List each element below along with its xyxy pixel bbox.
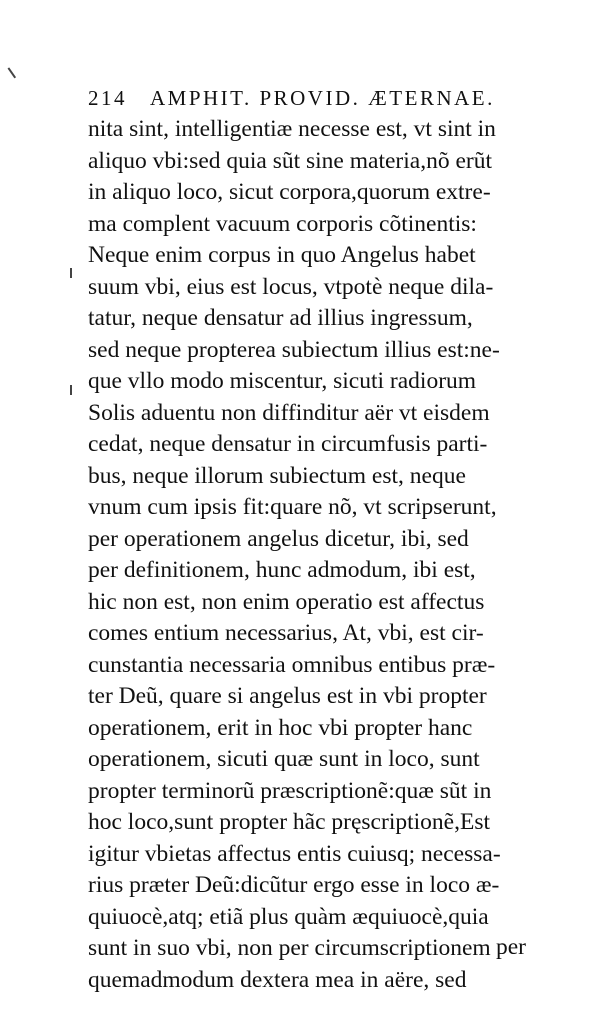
text-line: que vllo modo miscentur, sicuti radiorum [88,368,477,394]
margin-mark [8,67,16,78]
text-line: operationem, erit in hoc vbi propter hanc [88,714,473,741]
text-line: operationem, sicuti quæ sunt in loco, sunt [88,746,480,772]
page-number: 214 [88,86,127,110]
text-line: rius præter Deũ:dicũtur ergo esse in loco æ- [88,872,500,898]
text-line: ter Deũ, quare si angelus est in vbi propter [88,683,487,709]
text-line: tatur, neque densatur ad illius ingressum, [88,305,473,331]
text-line: per operationem angelus dicetur, ibi, sed [88,525,469,552]
text-line: Solis aduentu non diffinditur aër vt eisdem [88,399,490,426]
text-line: in aliquo loco, sicut corpora,quorum extre- [88,179,491,205]
body-text [88,114,538,996]
text-line: suum vbi, eius est locus, vtpotè neque dila- [88,273,494,300]
text-line: quemadmodum dextera mea in aëre, sed [88,966,467,993]
text-line: comes entium necessarius, At, vbi, est cir- [88,620,484,646]
text-line: cunstantia necessaria omnibus entibus præ- [88,651,496,678]
text-line: nita sint, intelligentiæ necesse est, vt sint in [88,116,496,142]
text-line: ma complent vacuum corporis cõtinentis: [88,210,477,237]
text-line: per definitionem, hunc admodum, ibi est, [88,557,476,583]
running-head: AMPHIT. PROVID. ÆTERNAE. [150,86,495,110]
text-line: quiuocè,atq; etiã plus quàm æquiuocè,quia [88,903,489,930]
text-line: vnum cum ipsis fit:quare nõ, vt scripserunt, [88,494,497,520]
catchword: per [496,934,527,960]
text-line: bus, neque illorum subiectum est, neque [88,462,466,489]
margin-mark [70,268,72,278]
text-line: Neque enim corpus in quo Angelus habet [88,242,476,268]
text-line: igitur vbietas affectus entis cuiusq; necessa- [88,840,501,867]
text-line: sed neque propterea subiectum illius est:ne- [88,336,500,363]
page-header [88,86,528,114]
text-line: propter terminorũ præscriptionẽ:quæ sũt in [88,777,492,804]
text-line: aliquo vbi:sed quia sũt sine materia,nõ erũt [88,147,492,174]
text-line: hic non est, non enim operatio est affectus [88,588,485,615]
text-line: hoc loco,sunt propter hãc pręscriptionẽ,Est [88,809,490,835]
margin-mark [70,385,72,395]
text-line: sunt in suo vbi, non per circumscriptionem [88,935,491,961]
text-line: cedat, neque densatur in circumfusis parti- [88,431,488,457]
